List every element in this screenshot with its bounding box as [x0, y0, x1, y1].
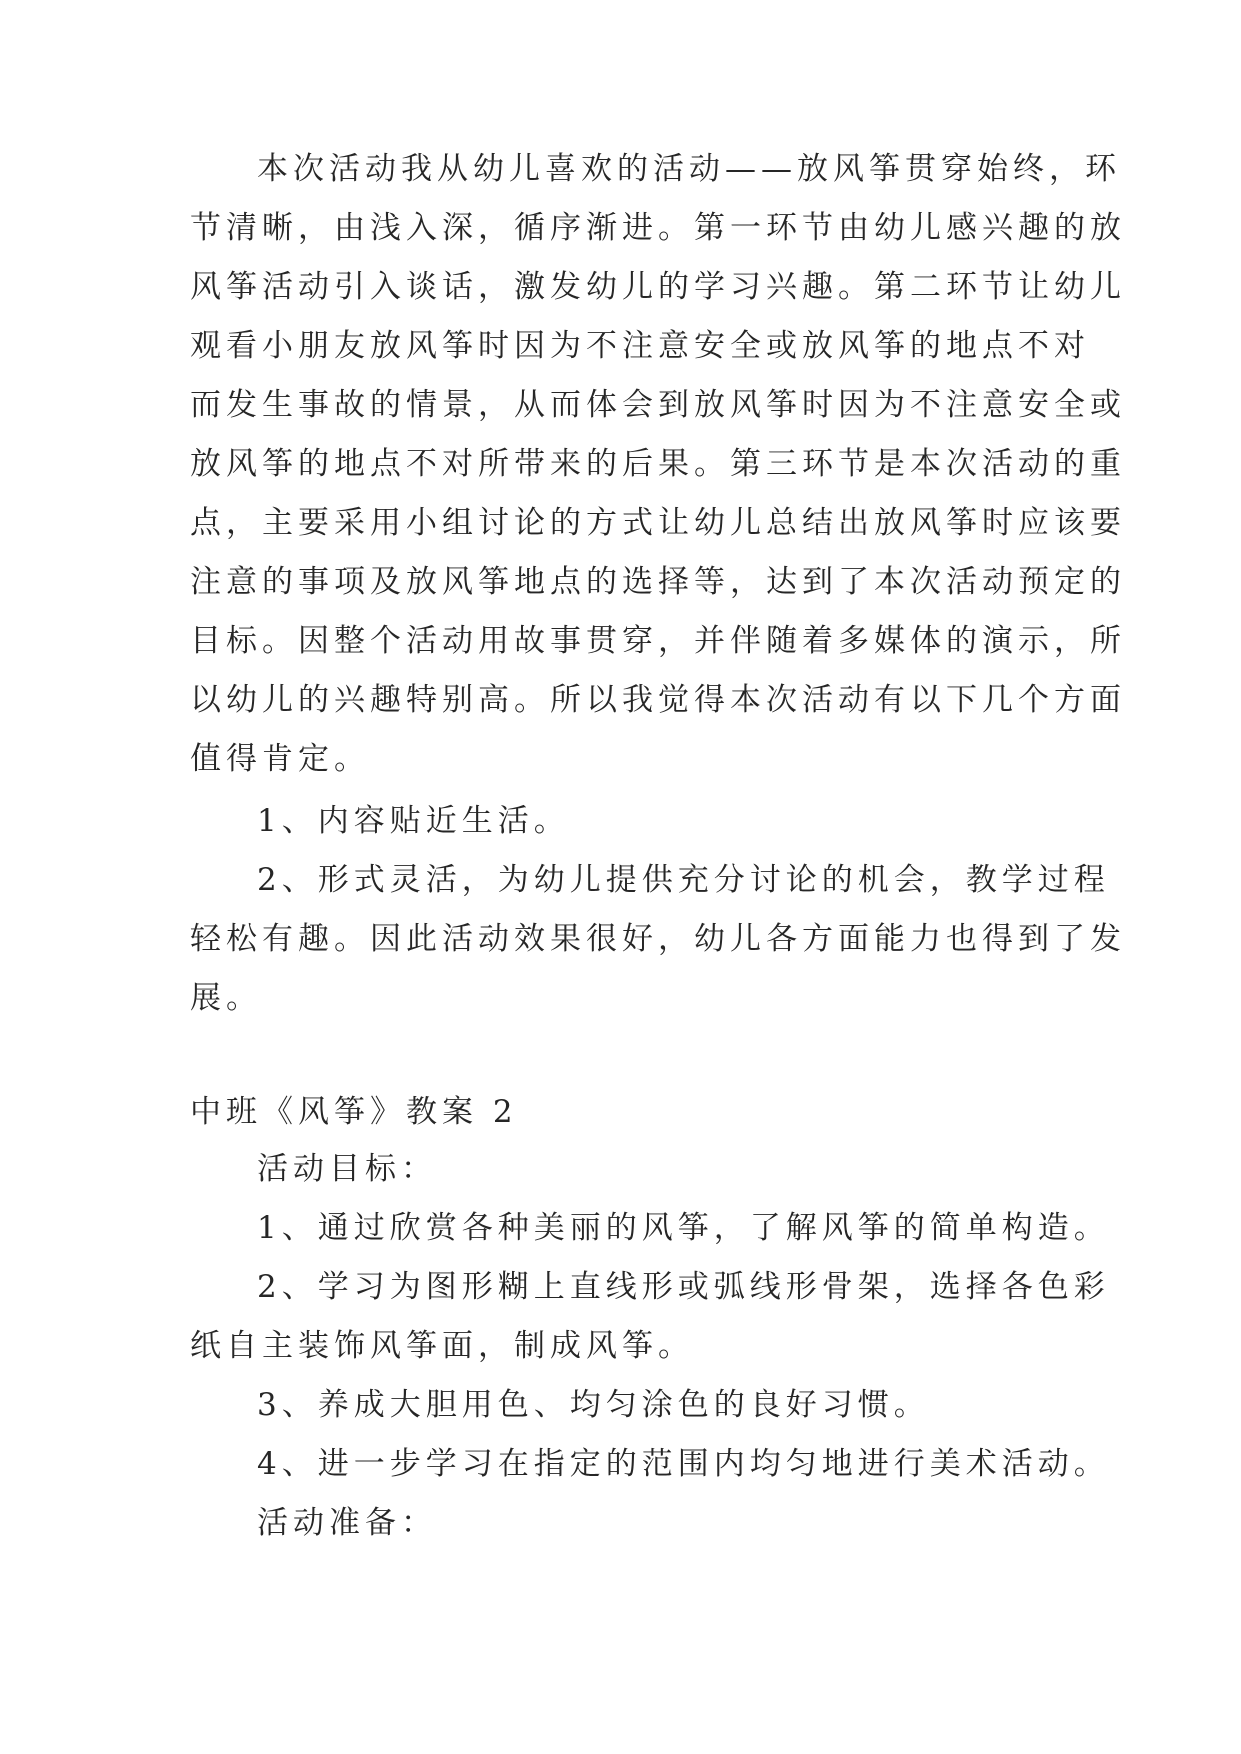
text-line: 1、内容贴近生活。 — [257, 803, 570, 839]
paragraph-activity-reflection — [190, 140, 1126, 789]
text-line: 目标。因整个活动用故事贯穿，并伴随着多媒体的演示，所 — [190, 623, 1126, 659]
text-line: 值得肯定。 — [190, 741, 370, 777]
text-line: 风筝活动引入谈话，激发幼儿的学习兴趣。第二环节让幼儿 — [190, 269, 1126, 305]
objective-item-continuation: 纸自主装饰风筝面，制成风筝。 — [190, 1328, 694, 1364]
text-line: 2、形式灵活，为幼儿提供充分讨论的机会，教学过程 — [257, 862, 1110, 898]
subheading-objectives: 活动目标： — [257, 1151, 437, 1187]
objective-item: 2、学习为图形糊上直线形或弧线形骨架，选择各色彩 — [257, 1269, 1110, 1305]
subheading-preparation: 活动准备： — [257, 1505, 437, 1541]
list-item-point-1 — [190, 792, 1050, 851]
objective-item: 4、进一步学习在指定的范围内均匀地进行美术活动。 — [257, 1446, 1110, 1482]
text-line: 轻松有趣。因此活动效果很好，幼儿各方面能力也得到了发 — [190, 921, 1126, 957]
text-line: 观看小朋友放风筝时因为不注意安全或放风筝的地点不对 — [190, 328, 1090, 364]
list-item-point-2 — [190, 851, 1126, 1028]
text-line: 以幼儿的兴趣特别高。所以我觉得本次活动有以下几个方面 — [190, 682, 1126, 718]
section-body — [190, 1140, 1110, 1553]
text-line: 放风筝的地点不对所带来的后果。第三环节是本次活动的重 — [190, 446, 1126, 482]
objective-item: 3、养成大胆用色、均匀涂色的良好习惯。 — [257, 1387, 930, 1423]
objective-item: 1、通过欣赏各种美丽的风筝，了解风筝的简单构造。 — [257, 1210, 1110, 1246]
text-line: 点，主要采用小组讨论的方式让幼儿总结出放风筝时应该要 — [190, 505, 1126, 541]
text-line: 节清晰，由浅入深，循序渐进。第一环节由幼儿感兴趣的放 — [190, 210, 1126, 246]
text-line: 注意的事项及放风筝地点的选择等，达到了本次活动预定的 — [190, 564, 1126, 600]
text-line: 展。 — [190, 980, 262, 1016]
text-line: 本次活动我从幼儿喜欢的活动——放风筝贯穿始终，环 — [257, 151, 1121, 187]
text-line: 而发生事故的情景，从而体会到放风筝时因为不注意安全或 — [190, 387, 1126, 423]
section-title: 中班《风筝》教案 2 — [190, 1094, 518, 1130]
